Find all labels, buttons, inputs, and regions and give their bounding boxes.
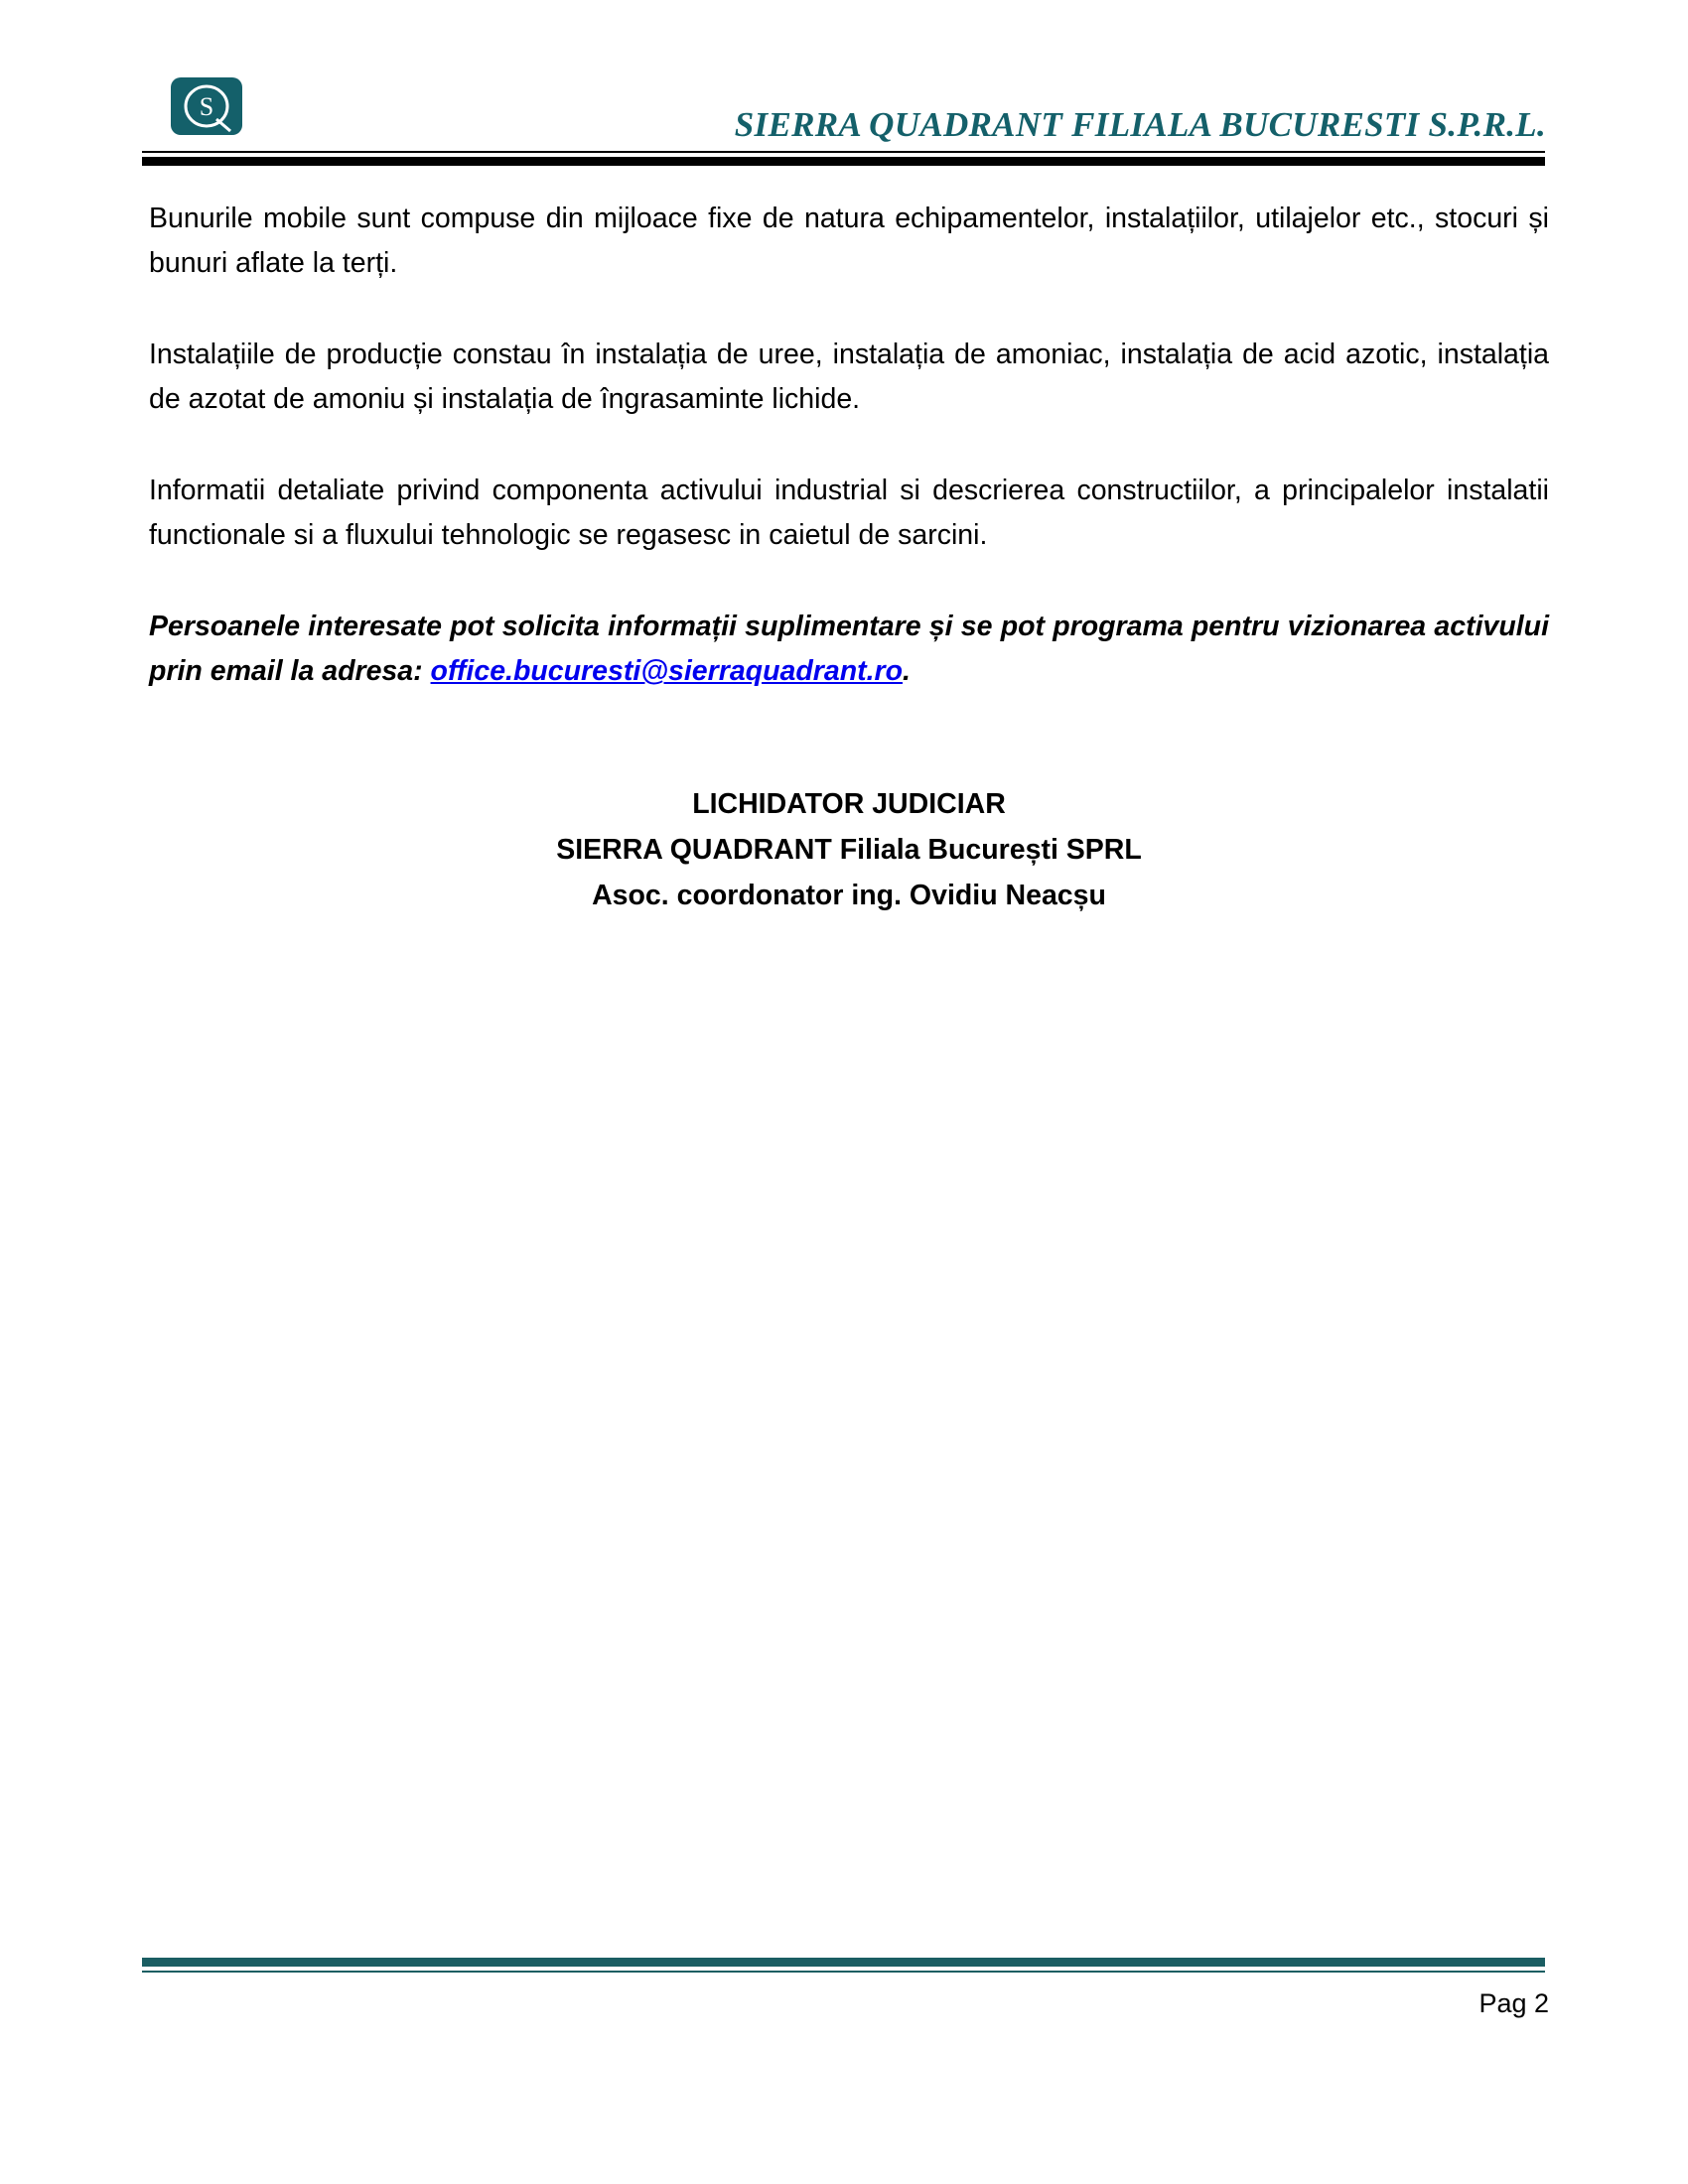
contact-period: . [903,655,911,687]
signature-person: Asoc. coordonator ing. Ovidiu Neacșu [592,880,1106,911]
footer-divider [142,1971,1545,1973]
document-body [149,197,1549,741]
signature-role: LICHIDATOR JUDICIAR [692,788,1006,820]
paragraph-movable-assets: Bunurile mobile sunt compuse din mijloace fixe de natura echipamentelor, instalațiilor, utilajelor etc., stocuri și bunuri aflate la terți. [149,203,1549,279]
contact-text: Persoanele interesate pot solicita informații suplimentare și se pot programa pentru vizionarea activului prin email la adresa: [149,611,1549,687]
header-divider [142,151,1545,153]
paragraph-detailed-information: Informatii detaliate privind componenta activului industrial si descrierea constructiilor, a principalelor instalatii functionale si a fluxului tehnologic se regasesc in caietul de sarcini. [149,475,1549,551]
svg-text:S: S [199,92,214,121]
header-divider-thick [142,157,1545,166]
signature-block [149,781,1549,918]
footer-divider-thick [142,1958,1545,1967]
signature-company: SIERRA QUADRANT Filiala București SPRL [556,834,1142,866]
page-number: Pag 2 [1478,1988,1549,2018]
email-link[interactable]: office.bucuresti@sierraquadrant.ro [430,655,904,687]
paragraph-production-installations: Instalațiile de producție constau în instalația de uree, instalația de amoniac, instalația de acid azotic, instalația de azotat de amoniu și instalația de îngrasaminte lichide. [149,339,1549,415]
paragraph-contact [149,605,1549,694]
header-title: SIERRA QUADRANT FILIALA BUCURESTI S.P.R.L. [734,105,1546,144]
company-logo [171,77,242,135]
